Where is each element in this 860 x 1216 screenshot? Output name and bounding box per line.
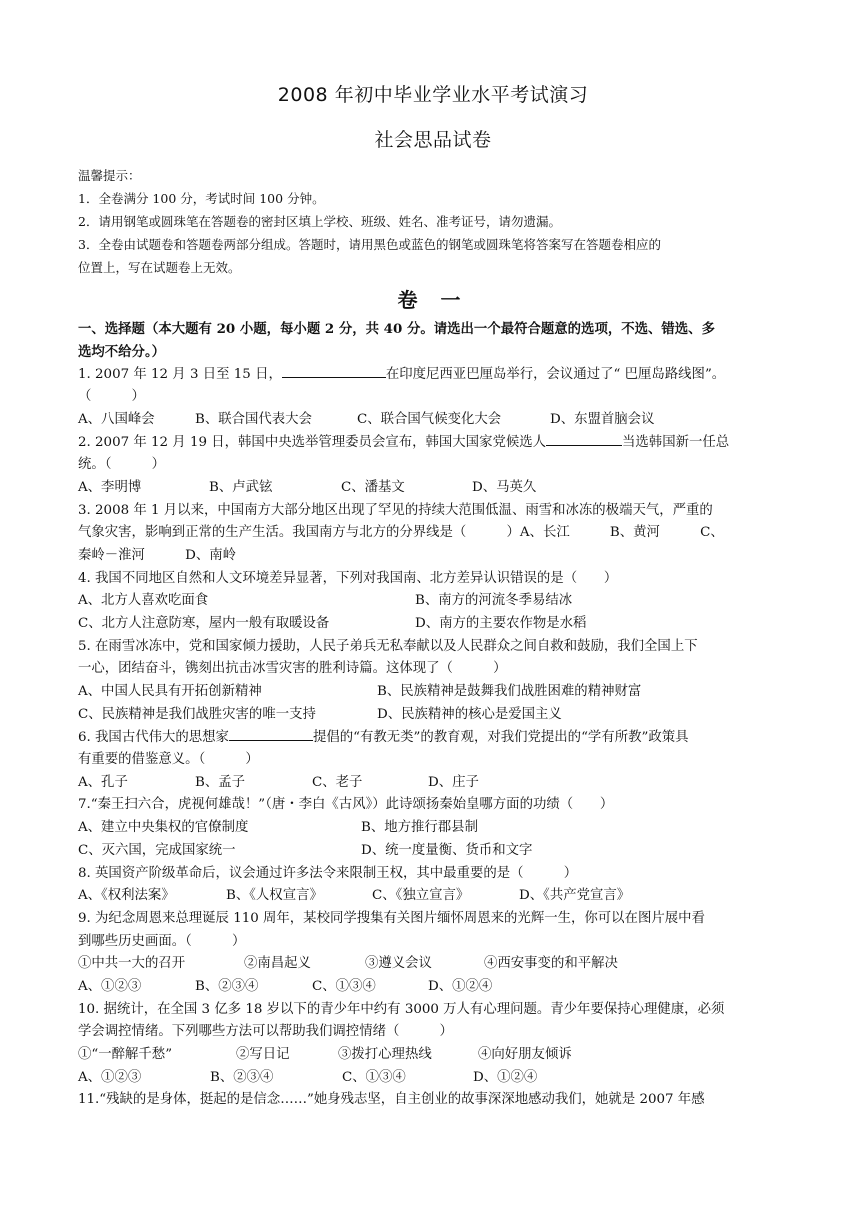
option-a: A、孔子 <box>78 774 128 790</box>
option-b: B、②③④ <box>210 1069 274 1085</box>
question-5-cont: 一心，团结奋斗，镌刻出抗击冰雪灾害的胜利诗篇。这体现了（ ） <box>78 661 507 677</box>
item-3: ③遵义会议 <box>365 956 432 972</box>
option-b: B、民族精神是鼓舞我们战胜困难的精神财富 <box>377 684 642 699</box>
option-c: C、民族精神是我们战胜灾害的唯一支持 <box>78 706 316 722</box>
question-10: 10. 据统计，在全国 3 亿多 18 岁以下的青少年中约有 3000 万人有心理问题。青少年要保持心理健康，必须 <box>78 1001 725 1017</box>
option-d: D、马英久 <box>472 479 537 495</box>
option-d: D、南方的主要农作物是水稻 <box>415 615 587 631</box>
question-9-items <box>78 953 788 976</box>
question-5-options-2 <box>78 704 788 727</box>
part-heading: 一、选择题（本大题有 20 小题，每小题 2 分，共 40 分。请选出一个最符合题意的选项，不选、错选、多 <box>78 321 715 337</box>
question-7-options <box>78 817 788 840</box>
option-c: C、《独立宣言》 <box>372 888 470 904</box>
option-d: D、①②④ <box>428 978 493 994</box>
option-b: B、地方推行郡县制 <box>361 820 478 836</box>
item-3: ③拨打心理热线 <box>338 1047 432 1062</box>
question-10-options <box>78 1067 788 1090</box>
question-4: 4. 我国不同地区自然和人文环境差异显著，下列对我国南、北方差异认识错误的是（ ） <box>78 570 618 586</box>
question-9-cont: 到哪些历史画面。（ ） <box>78 933 246 949</box>
option-b: B、卢武铉 <box>209 479 273 495</box>
tip-1: 1．全卷满分 100 分，考试时间 100 分钟。 <box>78 191 325 206</box>
option-c: C、潘基文 <box>341 479 405 495</box>
tip-3: 3．全卷由试题卷和答题卷两部分组成。答题时，请用黑色或蓝色的钢笔或圆珠笔将答案写在答题卷相应的 <box>78 237 661 252</box>
question-1-options <box>78 409 788 432</box>
item-2: ②南昌起义 <box>244 956 311 972</box>
exam-title: 2008 年初中毕业学业水平考试演习 <box>277 84 589 106</box>
question-9: 9. 为纪念周恩来总理诞辰 110 周年，某校同学搜集有关图片缅怀周恩来的光辉一生，你可以在图片展中看 <box>78 910 705 926</box>
option-d: D、统一度量衡、货币和文字 <box>361 842 533 858</box>
tip-2: 2．请用钢笔或圆珠笔在答题卷的密封区填上学校、班级、姓名、准考证号，请勿遗漏。 <box>78 214 561 229</box>
option-a: A、北方人喜欢吃面食 <box>78 593 209 609</box>
tips-block <box>78 164 788 279</box>
tips-heading: 温馨提示： <box>78 168 141 183</box>
question-3-cont-2: 秦岭－淮河 D、南岭 <box>78 547 237 563</box>
question-5-options <box>78 681 788 704</box>
question-9-options <box>78 976 788 999</box>
question-6-cont: 有重要的借鉴意义。（ ） <box>78 752 259 768</box>
option-a: A、①②③ <box>78 1069 142 1085</box>
answer-blank <box>229 726 313 741</box>
option-a: A、《权利法案》 <box>78 888 175 904</box>
question-7: 7.“秦王扫六合，虎视何雄哉！”（唐・李白《古风》）此诗颂扬秦始皇哪方面的功绩（ ） <box>78 797 614 813</box>
option-d: D、《共产党宣言》 <box>519 888 631 904</box>
item-2: ②写日记 <box>236 1047 290 1062</box>
section-title: 卷 一 <box>397 288 469 312</box>
question-3-cont: 气象灾害，影响到正常的生产生活。我国南方与北方的分界线是（ ）A、长江 B、黄河 C、 <box>78 525 724 541</box>
question-1-cont: （ ） <box>78 389 145 405</box>
option-b: B、②③④ <box>195 978 259 994</box>
question-10-cont: 学会调控情绪。下列哪些方法可以帮助我们调控情绪（ ） <box>78 1024 453 1040</box>
question-10-items <box>78 1044 788 1067</box>
question-2: 2. 2007 年 12 月 19 日，韩国中央选举管理委员会宣布，韩国大国家党候选人 当选韩国新一任总 <box>78 431 788 454</box>
question-2-options <box>78 477 788 500</box>
part-heading-cont: 选均不给分。） <box>78 343 166 360</box>
question-11: 11.“残缺的是身体，挺起的是信念……”她身残志坚，自主创业的故事深深地感动我们，她就是 2007 年感 <box>78 1092 705 1108</box>
question-8-options <box>78 885 788 908</box>
option-b: B、《人权宣言》 <box>226 888 323 904</box>
item-1: ①“一醉解千愁” <box>78 1047 173 1062</box>
option-a: A、李明博 <box>78 479 142 495</box>
item-1: ①中共一大的召开 <box>78 956 186 972</box>
question-5: 5. 在雨雪冰冻中，党和国家倾力援助，人民子弟兵无私奉献以及人民群众之间自救和鼓励，我们全国上下 <box>78 638 698 654</box>
answer-blank <box>282 363 386 378</box>
option-d: D、民族精神的核心是爱国主义 <box>377 706 562 722</box>
tip-3-cont: 位置上，写在试题卷上无效。 <box>78 260 241 275</box>
question-6: 6. 我国古代伟大的思想家 提倡的“有教无类”的教育观，对我们党提出的“学有所教”政策具 <box>78 726 788 749</box>
item-4: ④西安事变的和平解决 <box>484 956 618 972</box>
option-d: D、①②④ <box>473 1069 538 1085</box>
item-4: ④向好朋友倾诉 <box>478 1047 572 1062</box>
question-2-cont: 统。（ ） <box>78 457 166 473</box>
exam-subtitle: 社会思品试卷 <box>374 129 492 151</box>
answer-blank <box>546 431 622 446</box>
option-d: D、庄子 <box>428 774 479 790</box>
option-c: C、联合国气候变化大会 <box>357 411 502 427</box>
question-4-options-2 <box>78 613 788 636</box>
question-3: 3. 2008 年 1 月以来，中国南方大部分地区出现了罕见的持续大范围低温、雨雪和冰冻的极端天气，严重的 <box>78 502 713 518</box>
question-1: 1. 2007 年 12 月 3 日至 15 日， 在印度尼西亚巴厘岛举行，会议通过了“ 巴厘岛路线图”。 <box>78 363 788 386</box>
option-b: B、南方的河流冬季易结冰 <box>415 593 573 609</box>
option-a: A、建立中央集权的官僚制度 <box>78 820 249 836</box>
option-b: B、联合国代表大会 <box>195 411 312 427</box>
option-c: C、①③④ <box>312 978 376 994</box>
option-d: D、东盟首脑会议 <box>550 411 655 427</box>
questions-body <box>78 318 788 1112</box>
question-8: 8. 英国资产阶级革命后，议会通过许多法令来限制王权，其中最重要的是（ ） <box>78 865 578 881</box>
option-a: A、①②③ <box>78 978 142 994</box>
question-6-options <box>78 772 788 795</box>
option-c: C、灭六国，完成国家统一 <box>78 842 236 858</box>
option-c: C、北方人注意防寒，屋内一般有取暖设备 <box>78 615 330 631</box>
option-c: C、老子 <box>312 774 363 790</box>
option-a: A、八国峰会 <box>78 411 155 427</box>
option-c: C、①③④ <box>342 1069 406 1085</box>
question-7-options-2 <box>78 840 788 863</box>
option-b: B、孟子 <box>195 774 246 790</box>
option-a: A、中国人民具有开拓创新精神 <box>78 684 262 699</box>
question-4-options <box>78 590 788 613</box>
